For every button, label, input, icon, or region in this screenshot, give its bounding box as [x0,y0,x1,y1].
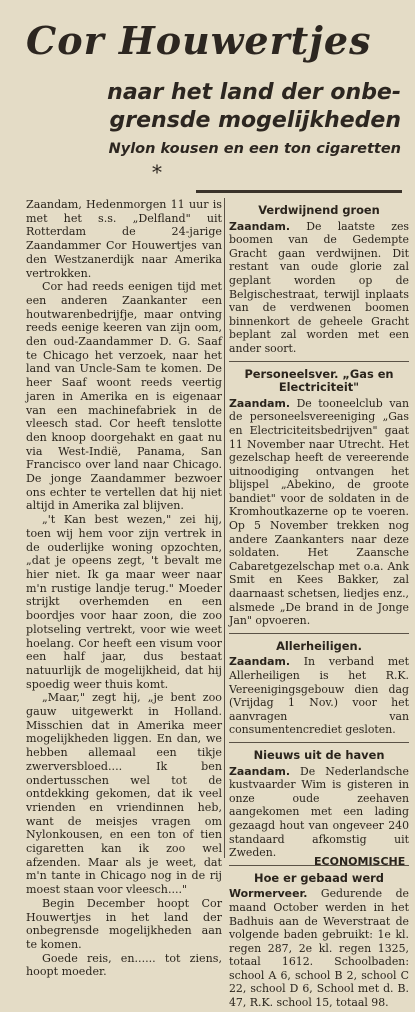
article-subheading: Nylon kousen en een ton cigaretten [108,141,401,157]
section-divider [229,633,409,634]
dateline: Zaandam. [229,655,290,669]
news-item-text [229,765,409,860]
news-item-body: De laatste zes boomen van de Gedempte Gracht gaan verdwijnen. Dit restant van oude glorie zal geplant worden op de Belgischestraat, terwijl inplaats van de verdwenen boomen binnenkort de geheele Gracht beplant zal worden met een ander soort. [229,219,409,355]
article-title: Cor Houwertjes [26,18,372,63]
dateline: Zaandam. [229,396,290,410]
article-paragraph: Zaandam, Hedenmorgen 11 uur is met het s.s. „Delfland" uit Rotterdam de 24-jarige Zaandammer Cor Houwertjes van den Westzanerdijk naar Amerika vertrokken. [26,198,222,280]
news-item-haven [229,749,409,860]
news-item-body: De Nederlandsche kustvaarder Wim is gisteren in onze oude zeehaven aangekomen met een lading gezaagd hout van ongeveer 240 standaard afkomstig uit Zweden. [229,764,409,860]
article-paragraph: Goede reis, en...... tot ziens, hoopt moeder. [26,951,222,979]
article-paragraph: „Maar," zegt hij, „je bent zoo gauw uitgewerkt in Holland. Misschien dat in Amerika meer mogelijkheden liggen. En dan, we hebben allemaal een tikje zwerversbloed.... Ik ben ondertusschen wel tot de ontdekking gekomen, dat ik veel vrienden en vriendinnen heb, want de meisjes vragen om Nylonkousen, en een ton of tien cigaretten kan ik zoo wel afzenden. Maar als je weet, dat m'n tante in Chicago nog in de rij moest staan voor vleesch...." [26,691,222,897]
article-paragraph: Cor had reeds eenigen tijd met een anderen Zaankanter een houtwarenbedrijfje, maar ontving reeds eenige keeren van zijn oom, den oud-Zaandammer D. G. Saaf te Chicago het verzoek, naar het land van Uncle-Sam te komen. De heer Saaf woont reeds veertig jaren in Amerika en is eigenaar van een machinefabriek in de vleesch stad. Cor heeft tenslotte den knoop doorgehakt en gaat nu via West-Indië, Panama, San Francisco over land naar Chicago. De jonge Zaandammer bezwoer ons echter te vertellen dat hij niet altijd in Amerika zal blijven. [26,280,222,513]
news-item-heading: Nieuws uit de haven [253,747,385,762]
article-subtitle-line-1: naar het land der onbe- [107,80,401,105]
news-item-body: Gedurende de maand October werden in het Badhuis aan de Weverstraat de volgende baden gebruikt: 1e kl. regen 287, 2e kl. regen 1325, totaal 1612. Schoolbaden: school A 6, school B 2, school C 22, school D 6, School met d. B. 47, R.K. school 15, totaal 98. [229,887,410,1010]
news-item-text [229,655,409,737]
news-item-allerheiligen [229,640,409,737]
news-item-body: In verband met Allerheiligen is het R.K. Vereenigingsgebouw dien dag (Vrijdag 1 Nov.) voor het aanvragen van consumentencrediet gesloten. [229,655,409,737]
news-item-badhuis [229,872,409,1010]
news-item-heading: Personeelsver. „Gas en Electriciteit" [244,366,394,395]
dateline: Zaandam. [229,219,290,233]
dateline: Zaandam. [229,764,290,778]
news-item-text [229,220,409,356]
news-item-text [229,887,409,1009]
news-item-verdwijnend-groen [229,204,409,356]
star-ornament: * [152,160,162,184]
news-item-body: De tooneelclub van de personeelsvereeniging „Gas en Electriciteitsbedrijven" gaat 11 November naar Utrecht. Het gezelschap heeft de vereerende uitnoodiging ontvangen het blijspel „Abekino, de groote bandiet" voor de soldaten in de Kromhoutkazerne op te voeren. Op 5 November trekken nog andere Zaankanters naar deze soldaten. Het Zaansche Cabaretgezelschap met o.a. Ank Smit en Kees Bakker, zal daarnaast schetsen, liedjes enz., alsmede „De brand in de Jonge Jan" opvoeren. [229,396,409,628]
column-divider [224,198,225,858]
next-section-heading: ECONOMISCHE [314,855,406,868]
dateline: Wormerveer. [229,887,308,901]
article-subtitle-line-2: grensde mogelijkheden [109,108,401,133]
main-article-body [26,198,222,979]
news-column [229,198,409,1012]
news-item-personeelsvereniging [229,368,409,628]
section-divider [229,361,409,362]
article-paragraph: „'t Kan best wezen," zei hij, toen wij hem voor zijn vertrek in de ouderlijke woning opzochten, „dat je opeens zegt, 't bevalt me hier niet. Ik ga maar weer naar m'n rustige landje terug." Moeder strijkt overhemden en een boordjes voor haar zoon, die zoo plotseling vertrekt, voor wie weet hoelang. Cor heeft een visum voor een half jaar, dus bestaat natuurlijk de mogelijkheid, dat hij spoedig weer thuis komt. [26,513,222,691]
column-top-rule [196,190,402,193]
news-item-heading: Hoe er gebaad werd [254,870,384,885]
article-paragraph: Begin December hoopt Cor Houwertjes in het land der onbegrensde mogelijkheden aan te komen. [26,896,222,951]
section-divider [229,742,409,743]
news-item-text [229,397,409,628]
news-item-heading: Allerheiligen. [276,638,362,653]
article-header [0,0,415,230]
news-item-heading: Verdwijnend groen [258,203,380,217]
